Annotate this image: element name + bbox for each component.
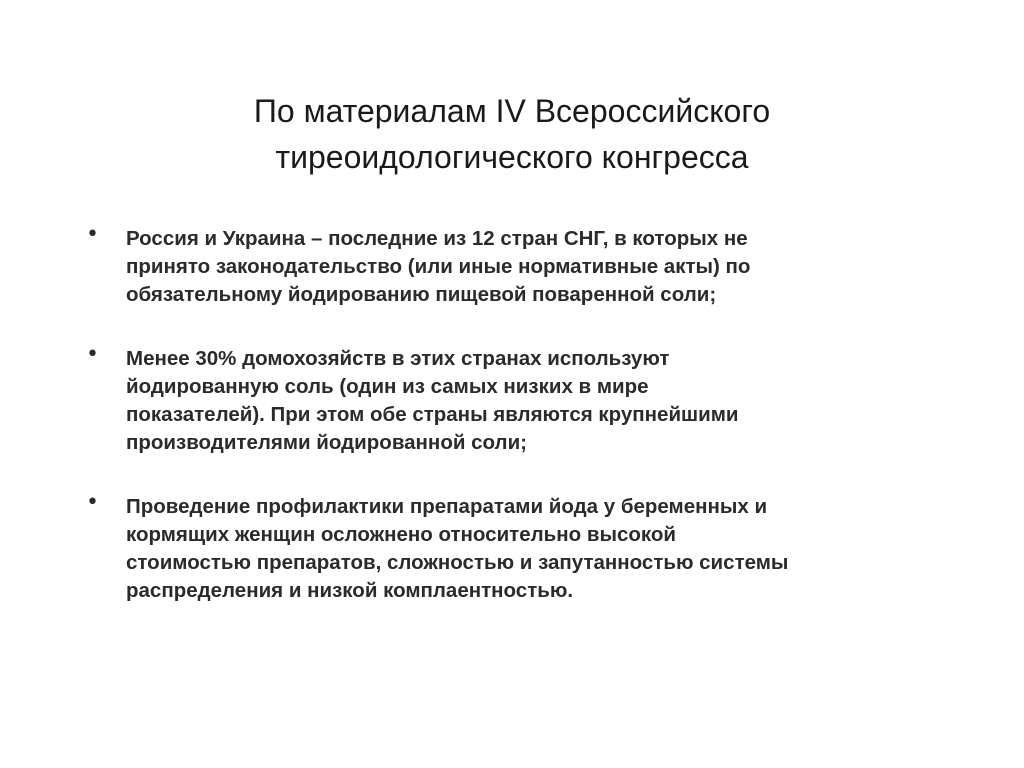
bullet-icon: • [86, 490, 99, 515]
bullet-3-line-3: стоимостью препаратов, сложностью и запутанностью системы [126, 551, 789, 574]
bullet-item-3 [86, 490, 916, 605]
bullet-3-line-1: Проведение профилактики препаратами йода у беременных и [126, 495, 768, 518]
bullet-1-line-3: обязательному йодированию пищевой поваренной соли; [126, 283, 717, 306]
bullet-3-line-2: кормящих женщин осложнено относительно высокой [126, 523, 676, 546]
bullet-icon: • [86, 222, 99, 247]
bullet-2-line-1: Менее 30% домохозяйств в этих странах используют [126, 347, 670, 370]
bullet-3-line-4: распределения и низкой комплаентностью. [126, 579, 574, 602]
bullet-2-line-4: производителями йодированной соли; [126, 431, 528, 454]
bullet-2-line-3: показателей). При этом обе страны являются крупнейшими [126, 403, 739, 426]
bullet-1-line-1: Россия и Украина – последние из 12 стран СНГ, в которых не [126, 227, 748, 250]
bullet-icon: • [86, 342, 99, 367]
slide-title-line-1: По материалам IV Всероссийского [253, 93, 771, 129]
bullet-item-1 [86, 222, 916, 309]
slide-title [0, 88, 1024, 180]
bullet-item-2 [86, 342, 916, 457]
bullet-1-line-2: принято законодательство (или иные нормативные акты) по [126, 255, 751, 278]
bullet-2-line-2: йодированную соль (один из самых низких в мире [126, 375, 649, 398]
bullet-list [86, 222, 916, 641]
slide-title-line-2: тиреоидологического конгресса [275, 139, 749, 175]
